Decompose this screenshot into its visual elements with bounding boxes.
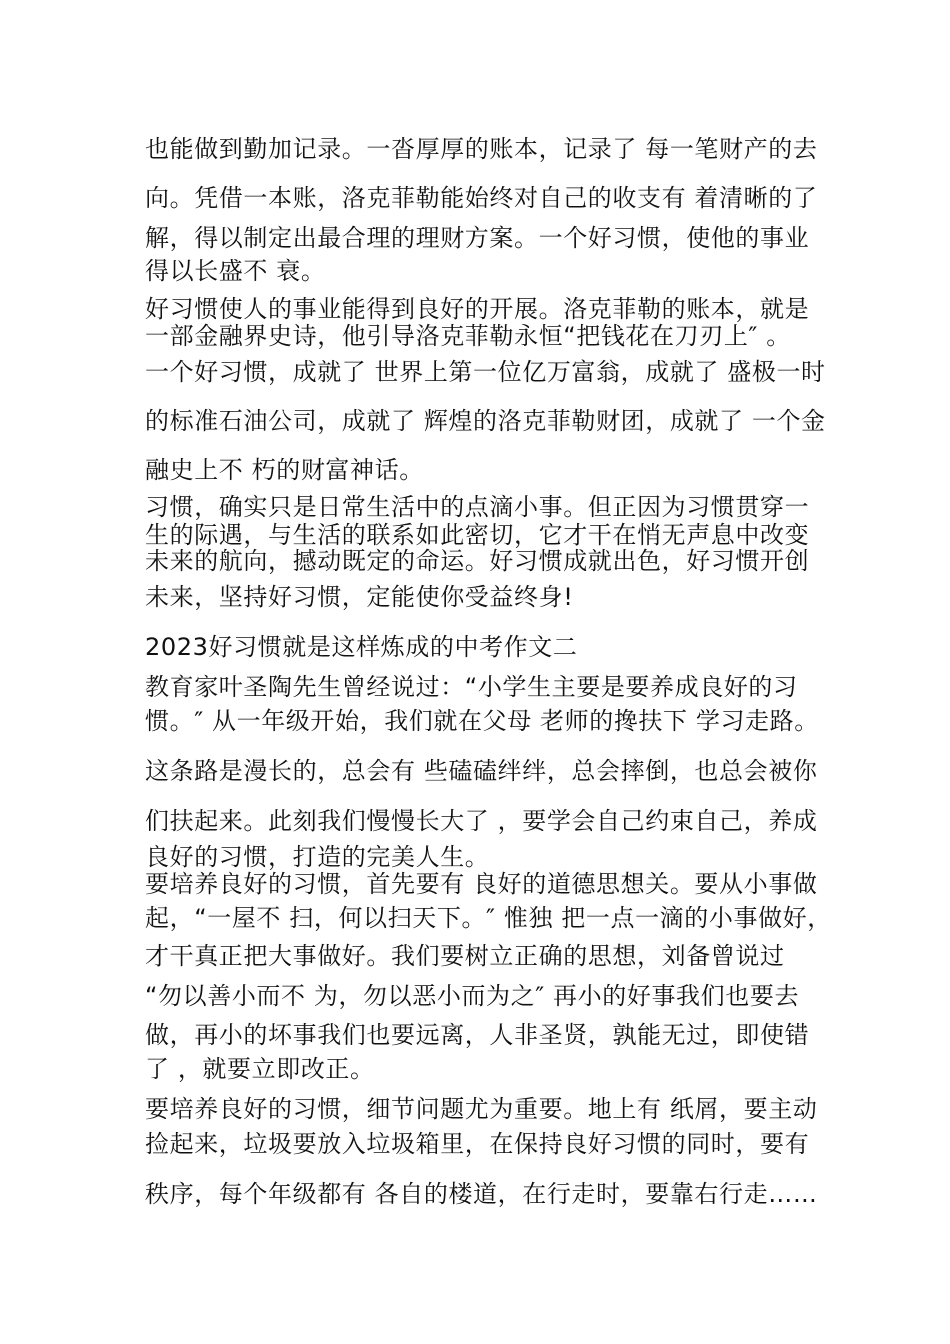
text-line: 向。凭借一本账，洛克菲勒能始终对自己的收支有 着清晰的了 xyxy=(145,184,818,212)
text-line: “勿以善小而不 为，勿以恶小而为之″ 再小的好事我们也要去 xyxy=(145,982,800,1010)
text-line: 好习惯使人的事业能得到良好的开展。洛克菲勒的账本，就是 xyxy=(145,295,810,323)
text-line: 了 ，就要立即改正。 xyxy=(145,1055,375,1083)
text-line: 要培养良好的习惯，细节问题尤为重要。地上有 纸屑，要主动 xyxy=(145,1095,818,1123)
text-line: 起，“一屋不 扫，何以扫天下。″ 惟独 把一点一滴的小事做好， xyxy=(145,904,832,932)
text-line: 良好的习惯，打造的完美人生。 xyxy=(145,843,490,871)
text-line: 秩序，每个年级都有 各自的楼道，在行走时，要靠右行走…… xyxy=(145,1180,818,1208)
text-line: 也能做到勤加记录。一沓厚厚的账本，记录了 每一笔财产的去 xyxy=(145,135,818,163)
text-line: 未来，坚持好习惯，定能使你受益终身! xyxy=(145,583,574,611)
text-line: 才干真正把大事做好。我们要树立正确的思想，刘备曾说过 xyxy=(145,942,785,970)
text-line: 未来的航向，撼动既定的命运。好习惯成就出色，好习惯开创 xyxy=(145,547,810,575)
text-line: 这条路是漫长的，总会有 些磕磕绊绊，总会摔倒，也总会被你 xyxy=(145,757,818,785)
text-line: 做，再小的坏事我们也要远离，人非圣贤，孰能无过，即使错 xyxy=(145,1021,810,1049)
text-line: 惯。″ 从一年级开始，我们就在父母 老师的搀扶下 学习走路。 xyxy=(145,707,819,735)
text-line: 一个好习惯，成就了 世界上第一位亿万富翁，成就了 盛极一时 xyxy=(145,358,826,386)
text-line: 捡起来，垃圾要放入垃圾箱里，在保持良好习惯的同时，要有 xyxy=(145,1130,810,1158)
text-line: 教育家叶圣陶先生曾经说过：“小学生主要是要养成良好的习 xyxy=(145,673,798,701)
text-line: 得以长盛不 衰。 xyxy=(145,257,326,285)
text-line: 一部金融界史诗，他引导洛克菲勒永恒“把钱花在刀刃上″ 。 xyxy=(145,322,791,350)
text-line: 要培养良好的习惯，首先要有 良好的道德思想关。要从小事做 xyxy=(145,870,818,898)
text-line: 们扶起来。此刻我们慢慢长大了 ，要学会自己约束自己，养成 xyxy=(145,807,818,835)
section-heading: 2023好习惯就是这样炼成的中考作文二 xyxy=(145,633,578,661)
text-line: 的标准石油公司，成就了 辉煌的洛克菲勒财团，成就了 一个金 xyxy=(145,407,826,435)
text-line: 生的际遇，与生活的联系如此密切，它才干在悄无声息中改变 xyxy=(145,521,810,549)
text-line: 习惯，确实只是日常生活中的点滴小事。但正因为习惯贯穿一 xyxy=(145,493,810,521)
text-line: 融史上不 朽的财富神话。 xyxy=(145,456,424,484)
text-line: 解，得以制定出最合理的理财方案。一个好习惯，使他的事业 xyxy=(145,224,810,252)
